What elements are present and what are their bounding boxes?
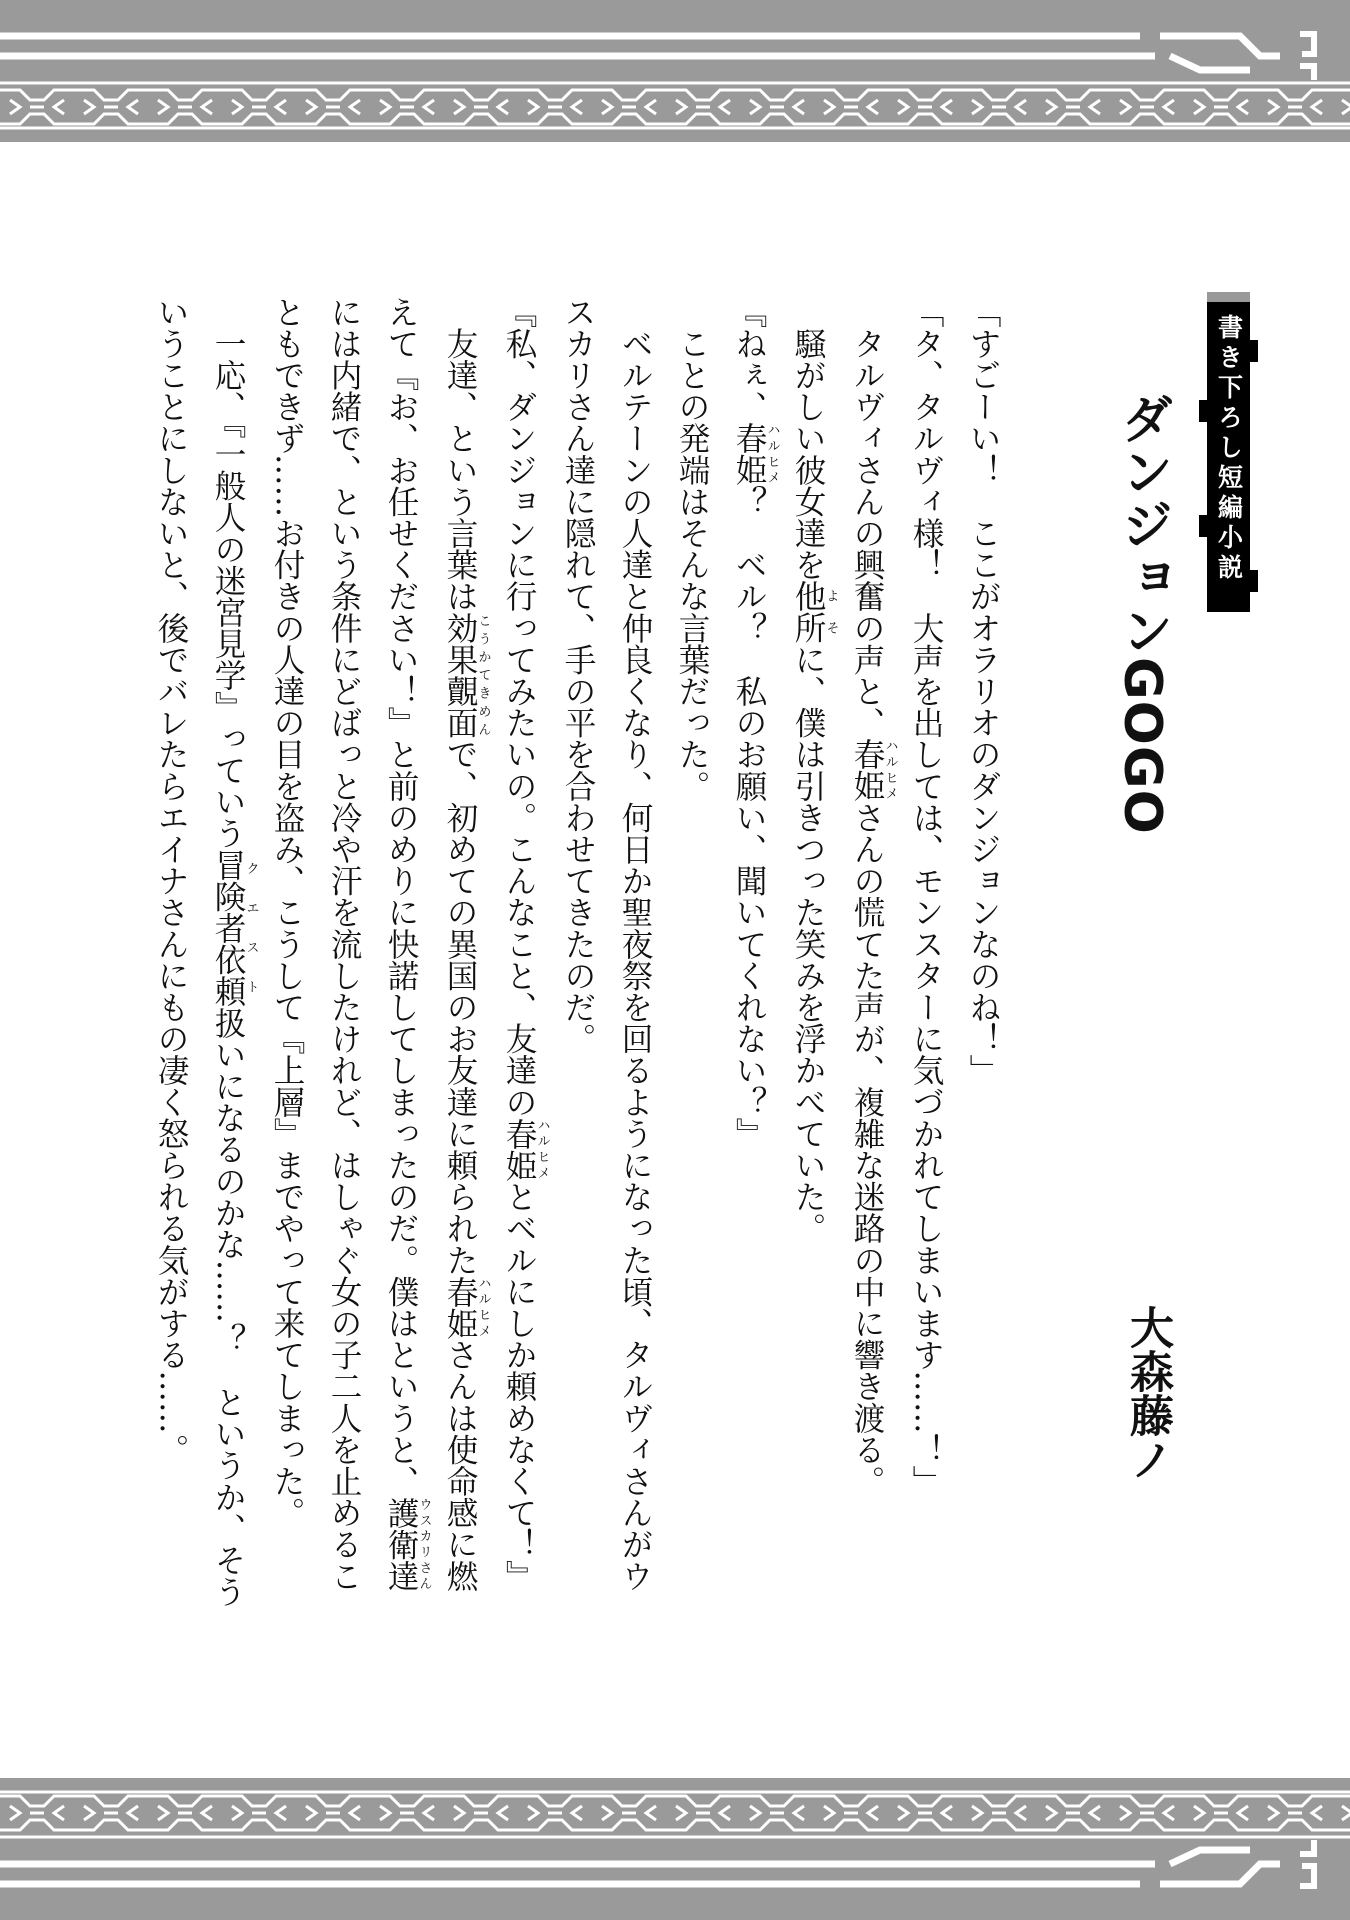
text-segment: ともできず……お付きの人達の目を盗み、こうして『上層』までやって来てしまった。 [269, 296, 305, 1529]
ruby-reading: クエスト [243, 849, 259, 1007]
decorative-footer-band [0, 1778, 1350, 1920]
text-line [954, 296, 1011, 1616]
ruby-reading: ハルヒメ [534, 1117, 550, 1181]
label-tab-decoration [1199, 515, 1207, 537]
text-line [779, 296, 838, 1616]
text-line [549, 296, 606, 1616]
text-segment: で、初めての異国のお友達に頼られた [442, 738, 478, 1276]
text-line [431, 296, 490, 1616]
label-tab-decoration [1250, 570, 1258, 592]
ruby-reading: こうかてきめん [475, 612, 491, 739]
ruby-reading: ハルヒメ [475, 1275, 491, 1339]
decorative-header-band [0, 0, 1350, 142]
text-segment: ？ ベル？ 私のお願い、聞いてくれない？』 [731, 485, 767, 1150]
author-name: 大森藤ノ [1122, 1305, 1173, 1481]
text-line [663, 296, 720, 1616]
text-segment: ベルテーンの人達と仲良くなり、何日か聖夜祭を回るようになった頃、タルヴィさんがウ [617, 296, 653, 1592]
text-segment: とベルにしか頼めなくて！』 [501, 1180, 537, 1592]
label-tab-decoration [1250, 340, 1258, 362]
text-segment: さんの慌てた声が、複雑な迷路の中に響き渡る。 [849, 801, 885, 1497]
text-line [315, 296, 372, 1616]
text-segment: 一応、『一般人の迷宮見学』っていう [210, 296, 246, 849]
ruby-word: 効果覿面こうかてきめん [442, 612, 491, 739]
text-segment: 『私、ダンジョンに行ってみたいの。こんなこと、友達の [501, 296, 537, 1118]
ruby-word: 春姫ハルヒメ [849, 738, 898, 802]
ruby-word: 護衛達ウスカリさん [383, 1496, 432, 1592]
section-label [1207, 292, 1250, 612]
ruby-word: 春姫ハルヒメ [731, 422, 780, 486]
ruby-reading: ハルヒメ [882, 738, 898, 802]
text-segment: 『ねぇ、 [731, 296, 767, 423]
text-segment: タルヴィさんの興奮の声と、 [849, 296, 885, 739]
text-segment: 扱いになるのかな……？ というか、そう [210, 1007, 246, 1608]
ruby-reading: よそ [823, 580, 839, 644]
ruby-word: 春姫ハルヒメ [442, 1275, 491, 1339]
text-segment: 騒がしい彼女達を [790, 296, 826, 581]
text-line [142, 296, 199, 1616]
text-line [199, 296, 258, 1616]
story-title: ダンジョンGOGO [1112, 392, 1172, 835]
text-segment: さんは使命感に燃 [442, 1338, 478, 1592]
story-body [153, 296, 1011, 1616]
text-segment: 「タ、タルヴィ様！ 大声を出しては、モンスターに気づかれてしまいます……！」 [908, 296, 944, 1497]
text-line [720, 296, 779, 1616]
ruby-word: 春姫ハルヒメ [501, 1117, 550, 1181]
text-segment: ことの発端はそんな言葉だった。 [674, 296, 710, 802]
ruby-reading: ハルヒメ [764, 422, 780, 486]
text-segment: に、僕は引きつった笑みを浮かべていた。 [790, 643, 826, 1245]
text-line [490, 296, 549, 1616]
section-label-text: 書き下ろし短編小説 [1214, 314, 1244, 584]
text-segment: いうことにしないと、後でバレたらエイナさんにもの凄く怒られる気がする……。 [153, 296, 189, 1466]
ruby-word: 他所よそ [790, 580, 839, 644]
ruby-word: 冒険者依頼クエスト [210, 849, 259, 1007]
ruby-reading: ウスカリさん [416, 1496, 432, 1592]
text-line [258, 296, 315, 1616]
text-segment: えて『お、お任せください！』と前のめりに快諾してしまったのだ。僕はというと、 [383, 296, 419, 1497]
text-segment: 「すごーい！ ここがオラリオのダンジョンなのね！」 [965, 296, 1001, 1086]
text-line [838, 296, 897, 1616]
text-line [897, 296, 954, 1616]
text-segment: には内緒で、という条件にどばっと冷や汗を流したけれど、はしゃぐ女の子二人を止めるこ [326, 296, 362, 1592]
text-segment: スカリさん達に隠れて、手の平を合わせてきたのだ。 [560, 296, 596, 1055]
text-line [372, 296, 431, 1616]
text-line [606, 296, 663, 1616]
text-segment: 友達、という言葉は [442, 296, 478, 612]
label-tab-decoration [1199, 400, 1207, 422]
